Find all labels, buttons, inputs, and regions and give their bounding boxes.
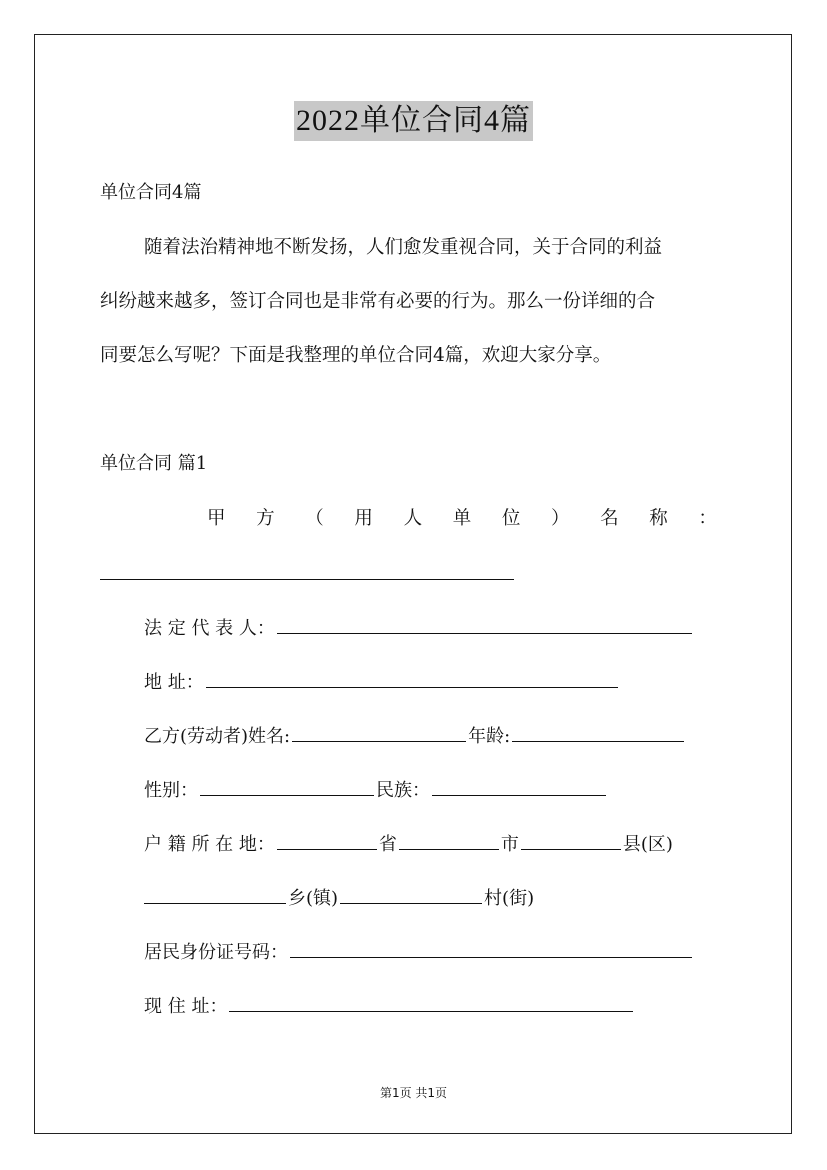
household-label: 户 籍 所 在 地： — [144, 834, 275, 855]
township-field[interactable] — [144, 885, 286, 904]
address-label: 地 址： — [144, 672, 204, 693]
county-field[interactable] — [521, 831, 621, 850]
township-row — [144, 885, 534, 911]
id-number-field[interactable] — [290, 939, 692, 958]
title-container — [0, 101, 827, 141]
intro-line-3: 同要怎么写呢？下面是我整理的单位合同4篇，欢迎大家分享。 — [100, 345, 612, 366]
intro-text-1: 随着法治精神地不断发扬，人们愈发重视合同，关于合同的利益 — [144, 237, 663, 258]
city-field[interactable] — [399, 831, 499, 850]
current-address-row — [144, 993, 635, 1019]
party-b-row — [144, 723, 686, 749]
ethnicity-field[interactable] — [432, 777, 606, 796]
id-number-label: 居民身份证号码： — [144, 942, 288, 963]
province-field[interactable] — [277, 831, 377, 850]
gender-ethnicity-row — [144, 777, 608, 803]
id-number-row — [144, 939, 694, 965]
gender-label: 性别： — [144, 780, 198, 801]
legal-rep-field[interactable] — [277, 615, 692, 634]
legal-rep-row — [144, 615, 694, 641]
address-row — [144, 669, 620, 695]
section-heading: 单位合同 篇1 — [100, 453, 208, 474]
village-field[interactable] — [340, 885, 482, 904]
party-a-char: （ — [305, 508, 324, 529]
age-field[interactable] — [512, 723, 684, 742]
address-field[interactable] — [206, 669, 618, 688]
gender-field[interactable] — [200, 777, 374, 796]
party-a-char: 单 — [452, 508, 472, 529]
party-a-char: 名 — [600, 508, 619, 529]
county-label: 县(区) — [622, 834, 673, 855]
city-label: 市 — [500, 834, 519, 855]
current-address-label: 现 住 址： — [144, 996, 228, 1017]
page-footer: 第1页 共1页 — [379, 1086, 448, 1100]
party-a-name-field[interactable] — [100, 561, 514, 580]
party-b-name-label: 乙方(劳动者)姓名: — [144, 726, 291, 747]
document-title: 2022单位合同4篇 — [294, 101, 533, 141]
party-a-char: 甲 — [207, 508, 226, 529]
ethnicity-label: 民族： — [376, 780, 430, 801]
party-b-name-field[interactable] — [292, 723, 466, 742]
village-label: 村(街) — [484, 888, 535, 909]
intro-line-1 — [100, 236, 727, 260]
household-row — [144, 831, 673, 857]
document-subtitle: 单位合同4篇 — [100, 182, 202, 203]
party-a-char: 称 — [649, 508, 668, 529]
party-a-char: 方 — [256, 508, 275, 529]
party-a-char: ： — [698, 508, 717, 529]
party-a-char: ） — [550, 508, 570, 529]
legal-rep-label: 法 定 代 表 人： — [144, 618, 275, 639]
township-label: 乡(镇) — [288, 888, 339, 909]
party-a-char: 位 — [501, 508, 521, 529]
party-a-name-label — [207, 507, 717, 531]
party-a-char: 用 — [354, 508, 373, 529]
age-label: 年龄: — [468, 726, 511, 747]
province-label: 省 — [378, 834, 397, 855]
intro-line-2: 纠纷越来越多，签订合同也是非常有必要的行为。那么一份详细的合 — [100, 291, 656, 312]
party-a-char: 人 — [403, 508, 423, 529]
current-address-field[interactable] — [229, 993, 633, 1012]
party-a-name-blank-row — [100, 561, 514, 587]
